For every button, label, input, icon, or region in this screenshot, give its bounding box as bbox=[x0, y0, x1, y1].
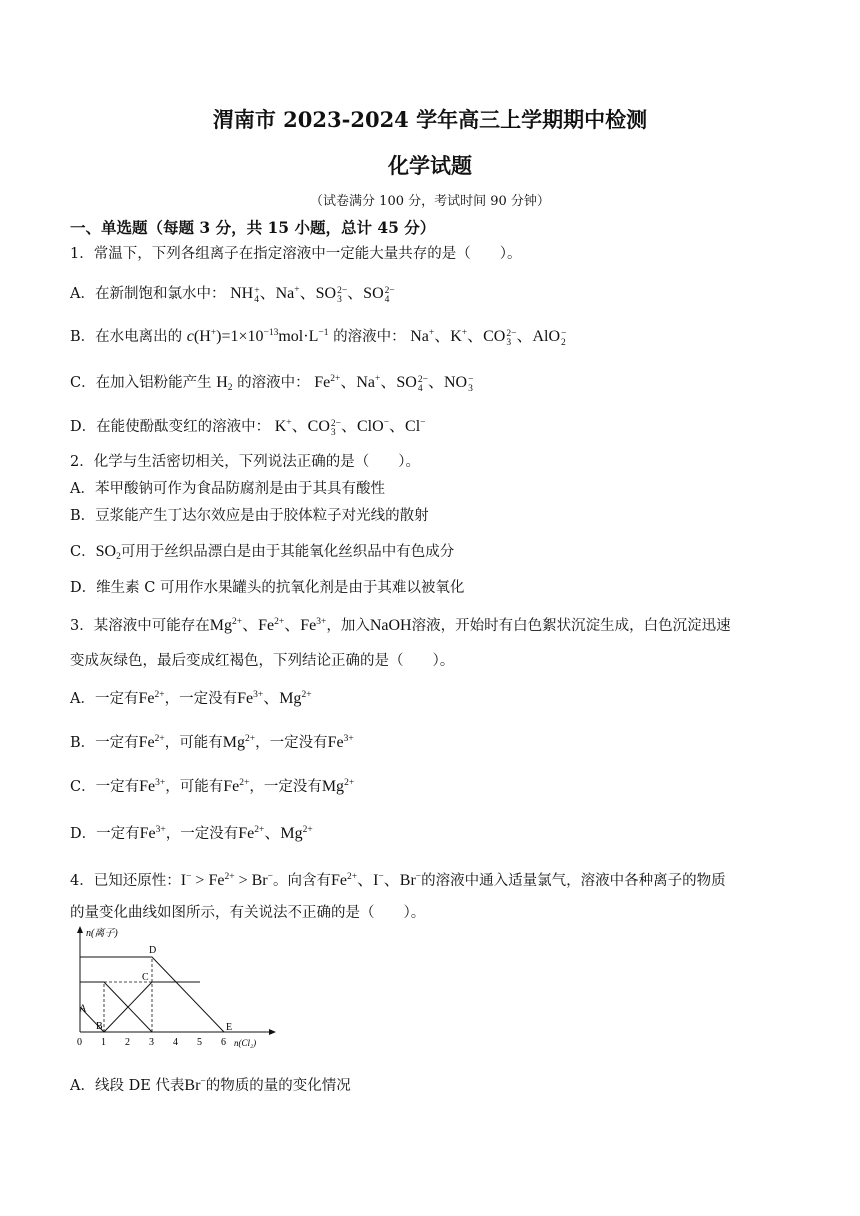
x-tick-label: 4 bbox=[173, 1037, 178, 1048]
q1-option-a bbox=[70, 280, 395, 305]
q1-stem: 1．常温下，下列各组离子在指定溶液中一定能大量共存的是（ ）。 bbox=[70, 246, 522, 262]
q3-c-ion3: $Mg^{2+}$ bbox=[321, 778, 355, 795]
q3-b-2: ，可能有 bbox=[164, 735, 223, 751]
q1-b-conc: $c(H^+)=1\times 10^{-13}mol\cdot L^{-1}$ bbox=[186, 328, 329, 345]
q1-c-h2: $H_2$ bbox=[216, 374, 233, 393]
q2-stem: 2．化学与生活密切相关，下列说法正确的是（ ）。 bbox=[70, 454, 420, 470]
exam-title: 渭南市 2023-2024 学年高三上学期期中检测 bbox=[212, 107, 648, 132]
q3-d-ion2: $Fe^{2+}$、$Mg^{2+}$ bbox=[238, 825, 313, 842]
point-label: E bbox=[226, 1022, 233, 1033]
q1-b-text: B．在水电离出的 bbox=[70, 329, 183, 345]
point-label: B bbox=[96, 1021, 103, 1032]
q1-c-mid: 的溶液中： bbox=[237, 375, 310, 391]
q1-c-text: C．在加入铝粉能产生 bbox=[70, 375, 212, 391]
q3-c-ion1: $Fe^{3+}$ bbox=[139, 778, 166, 795]
q3-c-2: ，可能有 bbox=[165, 779, 224, 795]
x-tick-label: 5 bbox=[197, 1037, 202, 1048]
q4-stem-b: 。向含有 bbox=[272, 873, 331, 889]
q4-option-a bbox=[70, 1074, 351, 1095]
q2-c-prefix: C． bbox=[70, 544, 96, 560]
q3-a-ion1: $Fe^{2+}$ bbox=[138, 690, 165, 707]
q1-option-c bbox=[70, 369, 473, 394]
q4-stem-a: 4．已知还原性： bbox=[70, 873, 181, 889]
exam-note: （试卷满分 100 分，考试时间 90 分钟） bbox=[310, 194, 550, 209]
q1-a-ions: NH + 4 、Na+、SO 2− 3 、SO 2− 4 bbox=[230, 285, 395, 305]
x-axis-arrow bbox=[269, 1029, 276, 1035]
q3-b-3: ，一定没有 bbox=[255, 735, 328, 751]
q3-option-a bbox=[70, 685, 312, 708]
q2-option-d: D．维生素 C 可用作水果罐头的抗氧化剂是由于其难以被氧化 bbox=[70, 580, 465, 596]
q4-order: $I^- > Fe^{2+} > Br^-$ bbox=[180, 872, 273, 889]
exam-subtitle: 化学试题 bbox=[388, 153, 472, 178]
q4-a-1: A．线段 DE 代表 bbox=[70, 1078, 185, 1094]
q3-a-ion2: $Fe^{3+}$、$Mg^{2+}$ bbox=[237, 690, 312, 707]
y-axis-arrow bbox=[77, 926, 83, 933]
q1-option-d bbox=[70, 413, 426, 438]
x-axis-label: n(Cl₂) bbox=[234, 1038, 257, 1048]
point-label: C bbox=[142, 972, 149, 983]
q3-c-3: ，一定没有 bbox=[249, 779, 322, 795]
q2-option-c bbox=[70, 540, 454, 562]
y-axis-label: n(离子) bbox=[86, 928, 118, 939]
q4-stem-line1 bbox=[70, 867, 726, 890]
q3-b-ion3: $Fe^{3+}$ bbox=[327, 734, 354, 751]
q3-d-2: ，一定没有 bbox=[165, 826, 239, 842]
q3-b-ion1: $Fe^{2+}$ bbox=[138, 734, 165, 751]
section-heading: 一、单选题（每题 3 分，共 15 小题，总计 45 分） bbox=[70, 218, 436, 237]
q3-stem-b: ，加入 bbox=[326, 618, 370, 634]
q1-b-mid: 的溶液中： bbox=[333, 329, 406, 345]
series-line bbox=[80, 982, 152, 1032]
q1-d-text: D．在能使酚酞变红的溶液中： bbox=[70, 419, 271, 435]
q4-stem-line2: 的量变化曲线如图所示，有关说法不正确的是（ ）。 bbox=[70, 905, 426, 921]
point-label: D bbox=[149, 945, 157, 956]
q1-c-ions: $Fe^{2+}$、Na+、SO 2− 4 、NO − 3 bbox=[314, 374, 474, 394]
q3-stem-c: 溶液，开始时有白色絮状沉淀生成，白色沉淀迅速 bbox=[411, 618, 731, 634]
q4-a-ion: Br− bbox=[184, 1077, 206, 1094]
q1-option-b bbox=[70, 323, 566, 348]
q3-option-c bbox=[70, 775, 354, 796]
q2-c-so2: $SO_2$ bbox=[95, 543, 121, 562]
q2-option-b: B．豆浆能产生丁达尔效应是由于胶体粒子对光线的散射 bbox=[70, 508, 429, 524]
x-tick-label: 0 bbox=[77, 1037, 82, 1048]
q3-a-1: A．一定有 bbox=[70, 691, 139, 707]
q1-b-ions: Na+、K+、CO 2− 3 、AlO − 2 bbox=[410, 328, 567, 348]
q3-c-1: C．一定有 bbox=[70, 779, 140, 795]
x-tick-label: 6 bbox=[221, 1037, 226, 1048]
q3-option-b bbox=[70, 731, 354, 752]
q2-option-a: A．苯甲酸钠可作为食品防腐剂是由于其具有酸性 bbox=[70, 481, 385, 497]
x-tick-label: 3 bbox=[149, 1037, 154, 1048]
q3-b-1: B．一定有 bbox=[70, 735, 139, 751]
q3-stem-line2: 变成灰绿色，最后变成红褐色，下列结论正确的是（ ）。 bbox=[70, 653, 455, 669]
x-tick-label: 2 bbox=[125, 1037, 130, 1048]
q3-ions: $Mg^{2+}$、$Fe^{2+}$、$Fe^{3+}$ bbox=[209, 617, 327, 634]
point-label: A bbox=[79, 1003, 87, 1015]
q2-c-rest: 可用于丝织品漂白是由于其能氧化丝织品中有色成分 bbox=[120, 544, 455, 560]
q3-a-2: ，一定没有 bbox=[164, 691, 238, 707]
x-tick-label: 1 bbox=[101, 1037, 106, 1048]
q3-c-ion2: $Fe^{2+}$ bbox=[223, 778, 250, 795]
q1-d-ions: K+、CO 2− 3 、ClO−、Cl− bbox=[274, 418, 426, 438]
q3-d-ion1: $Fe^{3+}$ bbox=[139, 825, 166, 842]
q3-stem-line1 bbox=[70, 612, 731, 635]
q1-a-text: A．在新制饱和氯水中： bbox=[70, 286, 226, 302]
q3-naoh: NaOH bbox=[369, 617, 412, 634]
q3-d-1: D．一定有 bbox=[70, 826, 140, 842]
q4-stem-c: 的溶液中通入适量氯气，溶液中各种离子的物质 bbox=[421, 873, 726, 889]
q3-b-ion2: $Mg^{2+}$ bbox=[222, 734, 256, 751]
q4-a-2: 的物质的量的变化情况 bbox=[205, 1078, 351, 1094]
q3-option-d bbox=[70, 820, 313, 843]
q3-stem-a: 3．某溶液中可能存在 bbox=[70, 618, 210, 634]
q4-ions: $Fe^{2+}$、I−、Br− bbox=[330, 872, 422, 889]
q4-chart bbox=[66, 924, 286, 1054]
